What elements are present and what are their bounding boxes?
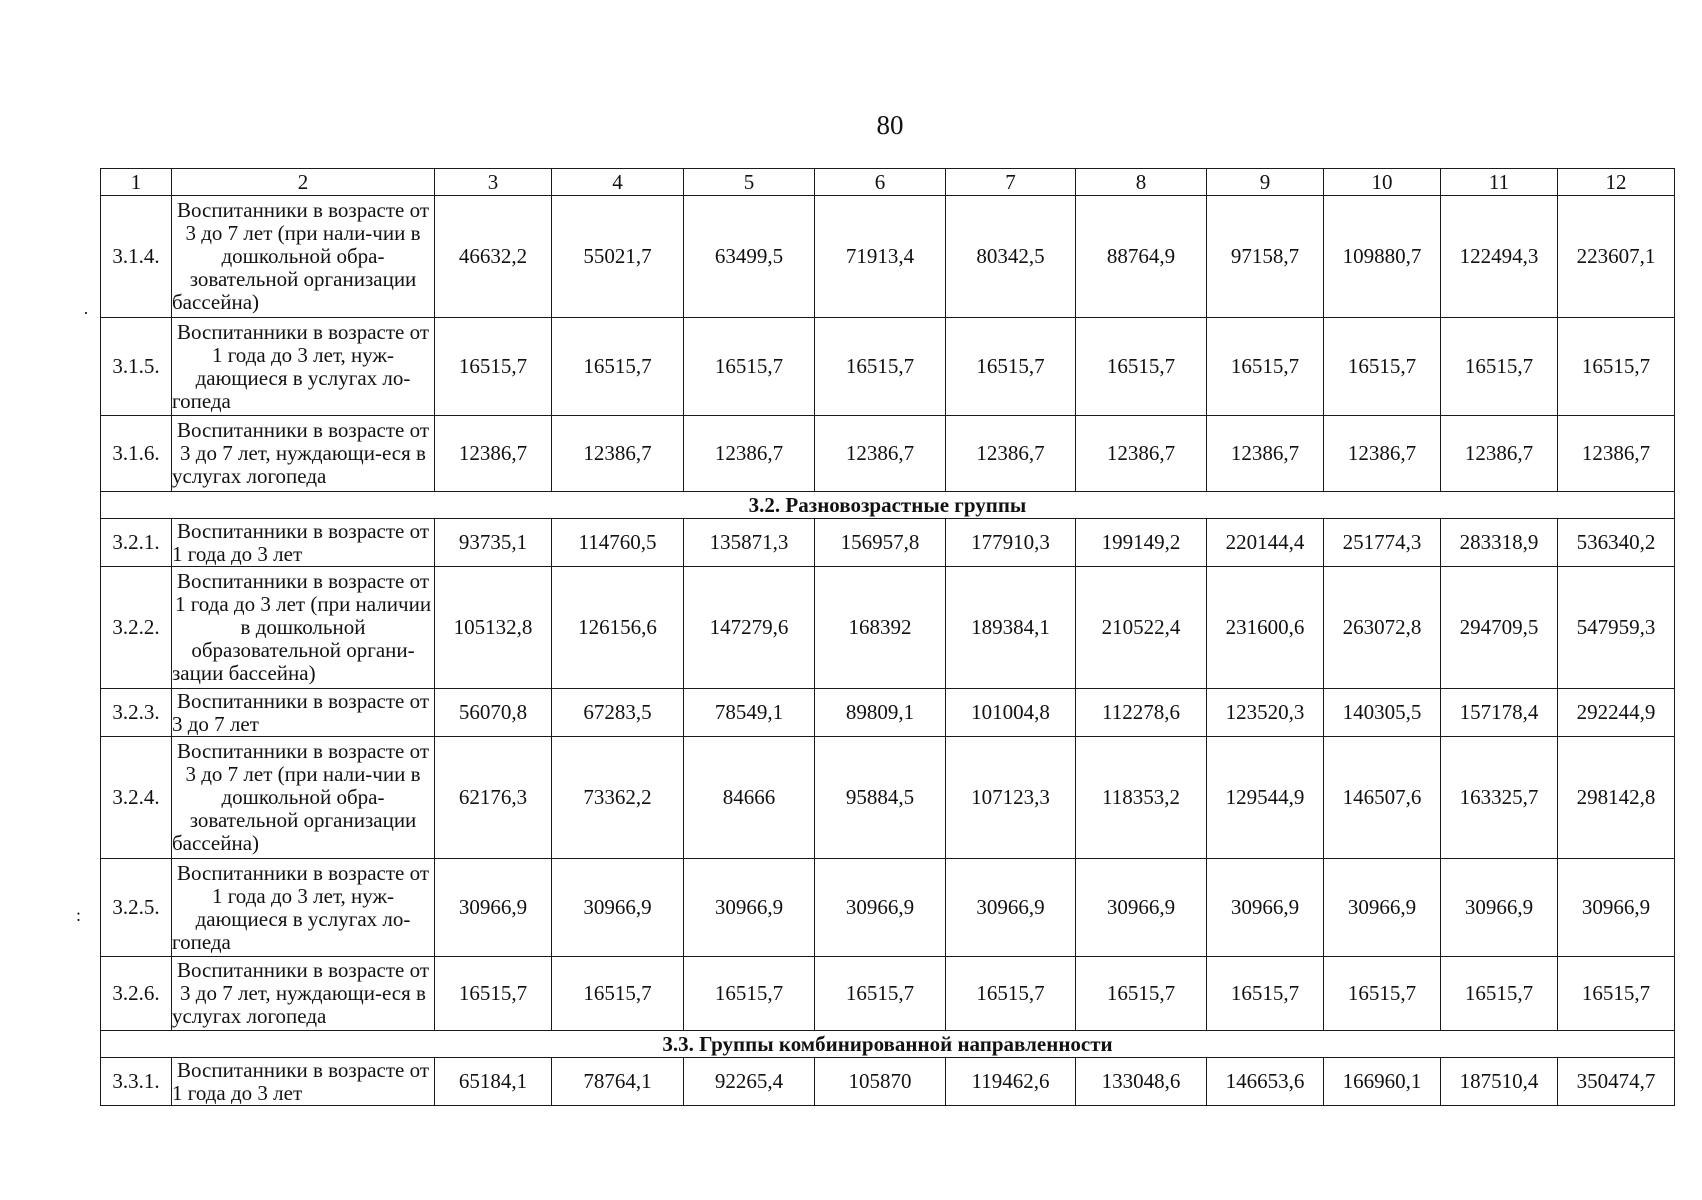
value-cell: 16515,7 bbox=[1441, 318, 1558, 416]
value-cell: 16515,7 bbox=[1558, 318, 1675, 416]
value-cell: 93735,1 bbox=[435, 519, 552, 567]
value-cell: 112278,6 bbox=[1076, 689, 1207, 737]
section-row bbox=[101, 492, 1675, 519]
value-cell: 16515,7 bbox=[946, 957, 1076, 1031]
table-row bbox=[101, 196, 1675, 318]
table-row bbox=[101, 1058, 1675, 1106]
row-number: 3.2.3. bbox=[101, 689, 172, 737]
row-number: 3.2.1. bbox=[101, 519, 172, 567]
value-cell: 140305,5 bbox=[1324, 689, 1441, 737]
header-cell: 10 bbox=[1324, 169, 1441, 196]
value-cell: 16515,7 bbox=[1558, 957, 1675, 1031]
header-cell: 9 bbox=[1207, 169, 1324, 196]
value-cell: 16515,7 bbox=[684, 318, 815, 416]
value-cell: 16515,7 bbox=[435, 318, 552, 416]
value-cell: 114760,5 bbox=[552, 519, 684, 567]
row-description: Воспитанники в возрасте от 1 года до 3 лет (при наличии в дошкольной образовательной органи-зации бассейна) bbox=[172, 567, 435, 689]
header-cell: 6 bbox=[815, 169, 946, 196]
value-cell: 16515,7 bbox=[815, 957, 946, 1031]
header-cell: 11 bbox=[1441, 169, 1558, 196]
header-cell: 5 bbox=[684, 169, 815, 196]
value-cell: 118353,2 bbox=[1076, 737, 1207, 859]
value-cell: 12386,7 bbox=[946, 416, 1076, 492]
row-description: Воспитанники в возрасте от 3 до 7 лет (при нали-чии в дошкольной обра-зовательной организации бассейна) bbox=[172, 737, 435, 859]
value-cell: 177910,3 bbox=[946, 519, 1076, 567]
row-number: 3.1.4. bbox=[101, 196, 172, 318]
value-cell: 199149,2 bbox=[1076, 519, 1207, 567]
value-cell: 16515,7 bbox=[552, 957, 684, 1031]
value-cell: 16515,7 bbox=[1324, 318, 1441, 416]
row-description: Воспитанники в возрасте от 1 года до 3 лет bbox=[172, 519, 435, 567]
value-cell: 12386,7 bbox=[1076, 416, 1207, 492]
table-row bbox=[101, 689, 1675, 737]
table-row bbox=[101, 416, 1675, 492]
value-cell: 12386,7 bbox=[1207, 416, 1324, 492]
value-cell: 97158,7 bbox=[1207, 196, 1324, 318]
value-cell: 251774,3 bbox=[1324, 519, 1441, 567]
value-cell: 168392 bbox=[815, 567, 946, 689]
value-cell: 30966,9 bbox=[1441, 859, 1558, 957]
header-cell: 8 bbox=[1076, 169, 1207, 196]
value-cell: 88764,9 bbox=[1076, 196, 1207, 318]
value-cell: 119462,6 bbox=[946, 1058, 1076, 1106]
row-number: 3.2.4. bbox=[101, 737, 172, 859]
value-cell: 16515,7 bbox=[1207, 318, 1324, 416]
table-row bbox=[101, 957, 1675, 1031]
value-cell: 30966,9 bbox=[552, 859, 684, 957]
table-row bbox=[101, 567, 1675, 689]
row-description: Воспитанники в возрасте от 3 до 7 лет, нуждающи-еся в услугах логопеда bbox=[172, 416, 435, 492]
value-cell: 12386,7 bbox=[1441, 416, 1558, 492]
value-cell: 109880,7 bbox=[1324, 196, 1441, 318]
value-cell: 30966,9 bbox=[1207, 859, 1324, 957]
row-number: 3.2.6. bbox=[101, 957, 172, 1031]
value-cell: 101004,8 bbox=[946, 689, 1076, 737]
value-cell: 107123,3 bbox=[946, 737, 1076, 859]
value-cell: 220144,4 bbox=[1207, 519, 1324, 567]
value-cell: 166960,1 bbox=[1324, 1058, 1441, 1106]
row-number: 3.1.6. bbox=[101, 416, 172, 492]
value-cell: 67283,5 bbox=[552, 689, 684, 737]
value-cell: 30966,9 bbox=[435, 859, 552, 957]
column-number-header-row bbox=[101, 169, 1675, 196]
value-cell: 62176,3 bbox=[435, 737, 552, 859]
value-cell: 16515,7 bbox=[815, 318, 946, 416]
value-cell: 89809,1 bbox=[815, 689, 946, 737]
row-description: Воспитанники в возрасте от 3 до 7 лет, нуждающи-еся в услугах логопеда bbox=[172, 957, 435, 1031]
value-cell: 95884,5 bbox=[815, 737, 946, 859]
value-cell: 12386,7 bbox=[1558, 416, 1675, 492]
value-cell: 30966,9 bbox=[815, 859, 946, 957]
value-cell: 84666 bbox=[684, 737, 815, 859]
value-cell: 210522,4 bbox=[1076, 567, 1207, 689]
value-cell: 146507,6 bbox=[1324, 737, 1441, 859]
value-cell: 78549,1 bbox=[684, 689, 815, 737]
value-cell: 78764,1 bbox=[552, 1058, 684, 1106]
section-title: 3.3. Группы комбинированной направленности bbox=[101, 1031, 1675, 1058]
value-cell: 146653,6 bbox=[1207, 1058, 1324, 1106]
table-row bbox=[101, 737, 1675, 859]
value-cell: 12386,7 bbox=[552, 416, 684, 492]
page-number: 80 bbox=[876, 110, 904, 140]
tariff-table bbox=[100, 168, 1675, 1106]
value-cell: 30966,9 bbox=[684, 859, 815, 957]
value-cell: 156957,8 bbox=[815, 519, 946, 567]
row-description: Воспитанники в возрасте от 3 до 7 лет bbox=[172, 689, 435, 737]
value-cell: 63499,5 bbox=[684, 196, 815, 318]
value-cell: 16515,7 bbox=[1207, 957, 1324, 1031]
section-row bbox=[101, 1031, 1675, 1058]
value-cell: 55021,7 bbox=[552, 196, 684, 318]
value-cell: 16515,7 bbox=[1441, 957, 1558, 1031]
value-cell: 163325,7 bbox=[1441, 737, 1558, 859]
value-cell: 46632,2 bbox=[435, 196, 552, 318]
row-description: Воспитанники в возрасте от 3 до 7 лет (при нали-чии в дошкольной обра-зовательной организации бассейна) bbox=[172, 196, 435, 318]
value-cell: 16515,7 bbox=[946, 318, 1076, 416]
value-cell: 231600,6 bbox=[1207, 567, 1324, 689]
value-cell: 133048,6 bbox=[1076, 1058, 1207, 1106]
value-cell: 129544,9 bbox=[1207, 737, 1324, 859]
value-cell: 292244,9 bbox=[1558, 689, 1675, 737]
value-cell: 135871,3 bbox=[684, 519, 815, 567]
value-cell: 122494,3 bbox=[1441, 196, 1558, 318]
value-cell: 189384,1 bbox=[946, 567, 1076, 689]
value-cell: 12386,7 bbox=[435, 416, 552, 492]
value-cell: 12386,7 bbox=[1324, 416, 1441, 492]
value-cell: 16515,7 bbox=[1076, 318, 1207, 416]
value-cell: 350474,7 bbox=[1558, 1058, 1675, 1106]
value-cell: 126156,6 bbox=[552, 567, 684, 689]
table-row bbox=[101, 318, 1675, 416]
value-cell: 12386,7 bbox=[684, 416, 815, 492]
value-cell: 30966,9 bbox=[946, 859, 1076, 957]
table-row bbox=[101, 519, 1675, 567]
row-number: 3.1.5. bbox=[101, 318, 172, 416]
row-number: 3.2.5. bbox=[101, 859, 172, 957]
value-cell: 223607,1 bbox=[1558, 196, 1675, 318]
header-cell: 12 bbox=[1558, 169, 1675, 196]
header-cell: 1 bbox=[101, 169, 172, 196]
value-cell: 71913,4 bbox=[815, 196, 946, 318]
header-cell: 2 bbox=[172, 169, 435, 196]
row-description: Воспитанники в возрасте от 1 года до 3 лет, нуж-дающиеся в услугах ло-гопеда bbox=[172, 859, 435, 957]
value-cell: 16515,7 bbox=[435, 957, 552, 1031]
value-cell: 547959,3 bbox=[1558, 567, 1675, 689]
value-cell: 30966,9 bbox=[1076, 859, 1207, 957]
scan-speck: · bbox=[83, 303, 89, 323]
value-cell: 105870 bbox=[815, 1058, 946, 1106]
value-cell: 263072,8 bbox=[1324, 567, 1441, 689]
header-cell: 3 bbox=[435, 169, 552, 196]
value-cell: 16515,7 bbox=[684, 957, 815, 1031]
row-number: 3.2.2. bbox=[101, 567, 172, 689]
value-cell: 30966,9 bbox=[1324, 859, 1441, 957]
value-cell: 157178,4 bbox=[1441, 689, 1558, 737]
value-cell: 80342,5 bbox=[946, 196, 1076, 318]
value-cell: 536340,2 bbox=[1558, 519, 1675, 567]
row-description: Воспитанники в возрасте от 1 года до 3 лет bbox=[172, 1058, 435, 1106]
value-cell: 187510,4 bbox=[1441, 1058, 1558, 1106]
value-cell: 294709,5 bbox=[1441, 567, 1558, 689]
value-cell: 30966,9 bbox=[1558, 859, 1675, 957]
header-cell: 7 bbox=[946, 169, 1076, 196]
value-cell: 105132,8 bbox=[435, 567, 552, 689]
value-cell: 283318,9 bbox=[1441, 519, 1558, 567]
value-cell: 147279,6 bbox=[684, 567, 815, 689]
scan-speck: : bbox=[76, 905, 82, 925]
value-cell: 298142,8 bbox=[1558, 737, 1675, 859]
value-cell: 56070,8 bbox=[435, 689, 552, 737]
value-cell: 12386,7 bbox=[815, 416, 946, 492]
section-title: 3.2. Разновозрастные группы bbox=[101, 492, 1675, 519]
value-cell: 73362,2 bbox=[552, 737, 684, 859]
row-description: Воспитанники в возрасте от 1 года до 3 лет, нуж-дающиеся в услугах ло-гопеда bbox=[172, 318, 435, 416]
value-cell: 16515,7 bbox=[1076, 957, 1207, 1031]
value-cell: 92265,4 bbox=[684, 1058, 815, 1106]
value-cell: 65184,1 bbox=[435, 1058, 552, 1106]
value-cell: 16515,7 bbox=[552, 318, 684, 416]
header-cell: 4 bbox=[552, 169, 684, 196]
value-cell: 123520,3 bbox=[1207, 689, 1324, 737]
table-row bbox=[101, 859, 1675, 957]
value-cell: 16515,7 bbox=[1324, 957, 1441, 1031]
row-number: 3.3.1. bbox=[101, 1058, 172, 1106]
table-body bbox=[101, 169, 1675, 1106]
